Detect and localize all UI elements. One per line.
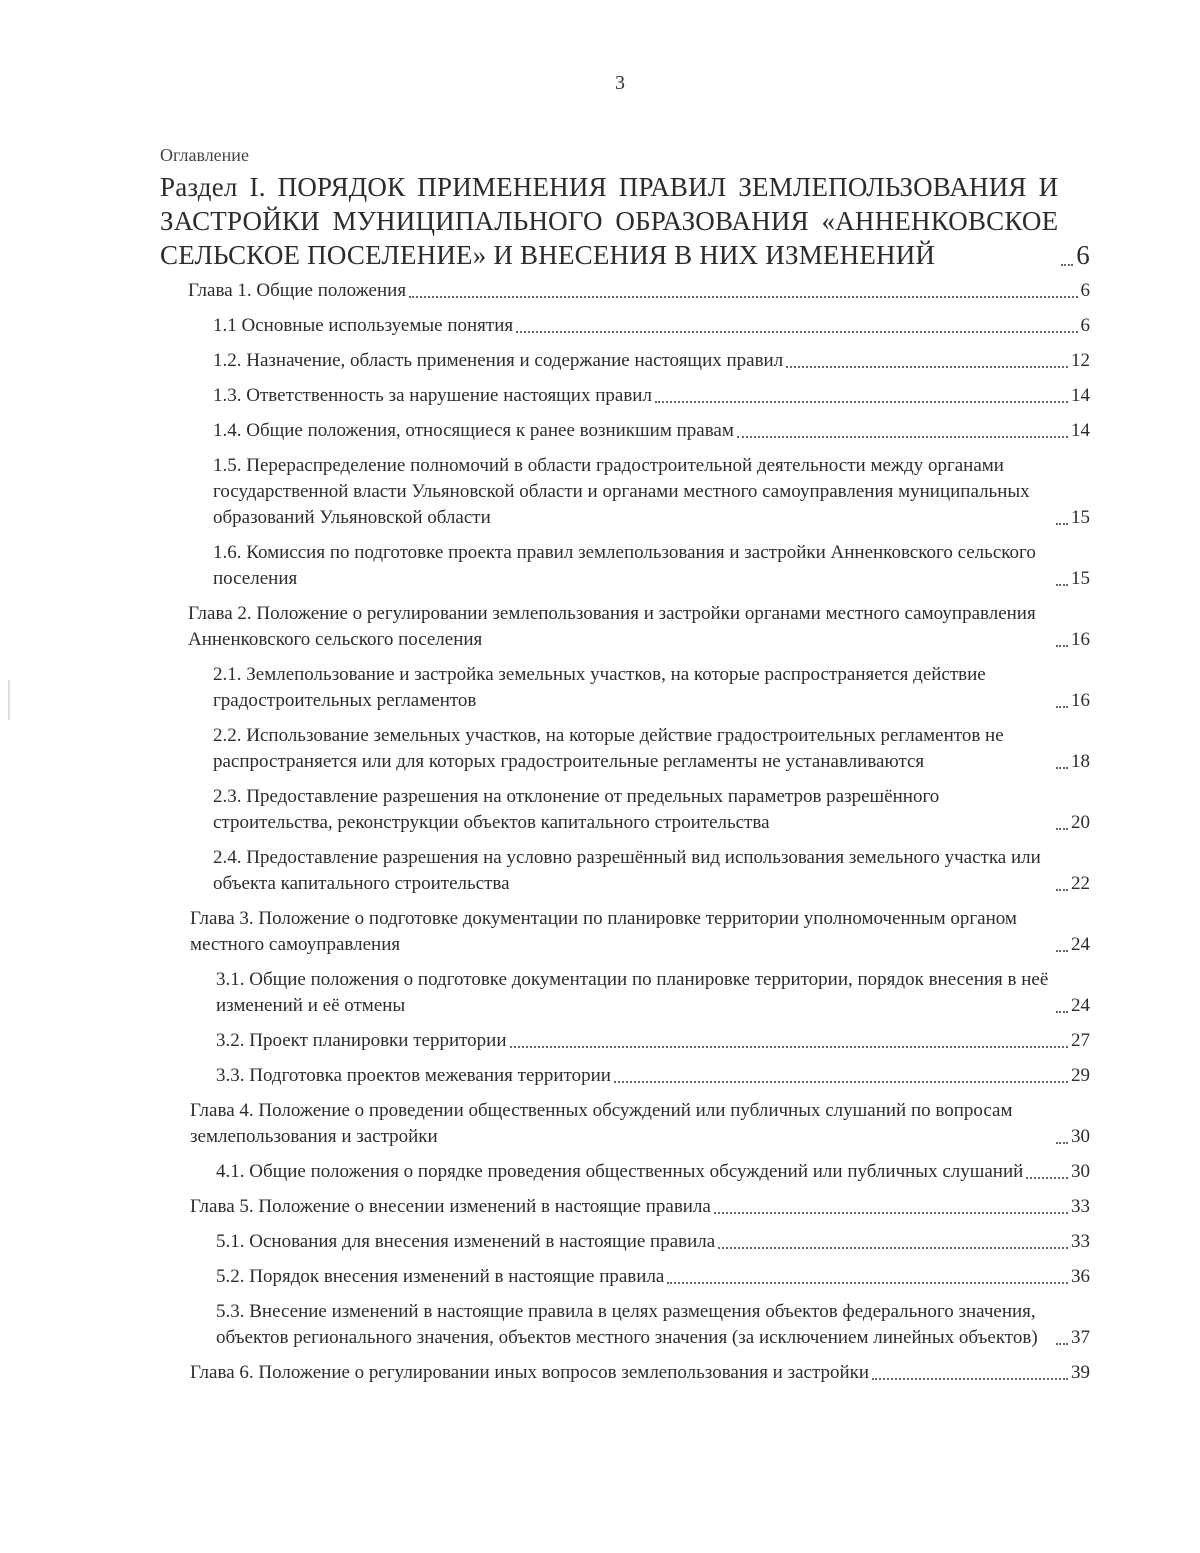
dot-leader [1056, 828, 1068, 830]
toc-entry-text: Глава 1. Общие положения [188, 280, 407, 301]
toc-item-1-5[interactable] [213, 453, 1090, 531]
toc-entry-text: 2.2. Использование земельных участков, на которые действие градостроительных регламентов не распространяется или для которых градостроительные регламенты не устанавливаются [213, 725, 1004, 772]
toc-entry-text: Раздел I. ПОРЯДОК ПРИМЕНЕНИЯ ПРАВИЛ ЗЕМЛЕПОЛЬЗОВАНИЯ И ЗАСТРОЙКИ МУНИЦИПАЛЬНОГО ОБРАЗОВАНИЯ «АННЕНКОВСКОЕ СЕЛЬСКОЕ ПОСЕЛЕНИЕ» И ВНЕСЕНИЯ В НИХ ИЗМЕНЕНИЙ [160, 172, 1059, 270]
toc-entry-page: 15 [1071, 507, 1090, 528]
toc-item-2-1[interactable] [213, 662, 1090, 714]
table-of-contents [160, 170, 1090, 1393]
toc-entry-text: 2.3. Предоставление разрешения на отклонение от предельных параметров разрешённого строительства, реконструкции объектов капитального строительства [213, 786, 940, 833]
toc-item-1-4[interactable] [213, 418, 1090, 444]
dot-leader [1056, 950, 1068, 952]
scan-artifact [8, 680, 10, 720]
dot-leader [409, 296, 1077, 298]
toc-entry-page: 15 [1071, 568, 1090, 589]
page-number: 3 [615, 72, 625, 94]
dot-leader [614, 1081, 1068, 1083]
toc-entry-page: 30 [1071, 1126, 1090, 1147]
dot-leader [1056, 584, 1068, 586]
toc-entry-page: 18 [1071, 751, 1090, 772]
toc-entry-page: 27 [1071, 1030, 1090, 1051]
dot-leader [1056, 1142, 1068, 1144]
toc-entry-text: 2.4. Предоставление разрешения на условно разрешённый вид использования земельного участка или объекта капитального строительства [213, 847, 1041, 894]
toc-entry-page: 16 [1071, 690, 1090, 711]
dot-leader [718, 1247, 1068, 1249]
toc-entry-text: 5.1. Основания для внесения изменений в настоящие правила [216, 1231, 716, 1252]
toc-chapter-6[interactable] [190, 1360, 1090, 1386]
toc-entry-page: 16 [1071, 629, 1090, 650]
toc-entry-page: 24 [1071, 934, 1090, 955]
toc-entry-page: 24 [1071, 995, 1090, 1016]
toc-entry-page: 12 [1071, 350, 1090, 371]
toc-chapter-2[interactable] [188, 601, 1090, 653]
dot-leader [1056, 767, 1068, 769]
dot-leader [1061, 264, 1073, 266]
toc-entry-page: 37 [1071, 1327, 1090, 1348]
dot-leader [714, 1212, 1068, 1214]
toc-item-1-6[interactable] [213, 540, 1090, 592]
toc-entry-text: Глава 2. Положение о регулировании землепользования и застройки органами местного самоуправления Анненковского сельского поселения [188, 603, 1036, 650]
toc-entry-text: Глава 3. Положение о подготовке документации по планировке территории уполномоченным органом местного самоуправления [190, 908, 1017, 955]
toc-entry-page: 33 [1071, 1231, 1090, 1252]
dot-leader [1056, 1343, 1068, 1345]
toc-entry-text: 5.2. Порядок внесения изменений в настоящие правила [216, 1266, 665, 1287]
dot-leader [1056, 523, 1068, 525]
toc-item-3-3[interactable] [216, 1063, 1090, 1089]
toc-entry-text: 1.1 Основные используемые понятия [213, 315, 514, 336]
dot-leader [872, 1378, 1068, 1380]
toc-entry-text: Глава 4. Положение о проведении общественных обсуждений или публичных слушаний по вопросам землепользования и застройки [190, 1100, 1013, 1147]
toc-entry-page: 6 [1080, 280, 1090, 301]
dot-leader [1026, 1177, 1068, 1179]
toc-entry-page: 22 [1071, 873, 1090, 894]
toc-chapter-1[interactable] [188, 278, 1090, 304]
toc-entry-page: 14 [1071, 420, 1090, 441]
toc-chapter-3[interactable] [190, 906, 1090, 958]
toc-entry-page: 30 [1071, 1161, 1090, 1182]
toc-entry-page: 39 [1071, 1362, 1090, 1383]
toc-entry-text: 3.1. Общие положения о подготовке документации по планировке территории, порядок внесения в неё изменений и её отмены [216, 969, 1049, 1016]
dot-leader [667, 1282, 1068, 1284]
toc-item-3-1[interactable] [216, 967, 1090, 1019]
toc-entry-text: 1.5. Перераспределение полномочий в области градостроительной деятельности между органами государственной власти Ульяновской области и органами местного самоуправления муниципальных образований Ульяновской области [213, 455, 1030, 528]
toc-entry-page: 36 [1071, 1266, 1090, 1287]
toc-chapter-5[interactable] [190, 1194, 1090, 1220]
dot-leader [1056, 645, 1068, 647]
toc-entry-text: 1.2. Назначение, область применения и содержание настоящих правил [213, 350, 784, 371]
dot-leader [510, 1046, 1068, 1048]
toc-entry-page: 14 [1071, 385, 1090, 406]
dot-leader [737, 436, 1068, 438]
toc-item-5-2[interactable] [216, 1264, 1090, 1290]
toc-item-5-1[interactable] [216, 1229, 1090, 1255]
toc-entry-text: Глава 5. Положение о внесении изменений в настоящие правила [190, 1196, 711, 1217]
toc-item-2-4[interactable] [213, 845, 1090, 897]
toc-entry-page: 6 [1080, 315, 1090, 336]
toc-item-3-2[interactable] [216, 1028, 1090, 1054]
toc-chapter-4[interactable] [190, 1098, 1090, 1150]
toc-entry-text: 1.4. Общие положения, относящиеся к ранее возникшим правам [213, 420, 734, 441]
dot-leader [1056, 706, 1068, 708]
toc-entry-text: 5.3. Внесение изменений в настоящие правила в целях размещения объектов федерального значения, объектов регионального значения, объектов местного значения (за исключением линейных объектов) [216, 1301, 1038, 1348]
toc-item-1-3[interactable] [213, 383, 1090, 409]
toc-entry-page: 6 [1076, 240, 1090, 270]
toc-section-1[interactable] [160, 170, 1090, 272]
toc-entry-page: 20 [1071, 812, 1090, 833]
dot-leader [655, 401, 1068, 403]
toc-item-5-3[interactable] [216, 1299, 1090, 1351]
toc-heading: Оглавление [160, 145, 249, 165]
dot-leader [786, 366, 1068, 368]
toc-entry-text: 3.2. Проект планировки территории [216, 1030, 507, 1051]
toc-item-2-2[interactable] [213, 723, 1090, 775]
dot-leader [1056, 1011, 1068, 1013]
toc-entry-text: 1.6. Комиссия по подготовке проекта правил землепользования и застройки Анненковского сельского поселения [213, 542, 1036, 589]
toc-item-2-3[interactable] [213, 784, 1090, 836]
toc-entry-text: 3.3. Подготовка проектов межевания территории [216, 1065, 611, 1086]
toc-entry-text: 1.3. Ответственность за нарушение настоящих правил [213, 385, 652, 406]
toc-entry-text: 2.1. Землепользование и застройка земельных участков, на которые распространяется действие градостроительных регламентов [213, 664, 986, 711]
toc-item-1-2[interactable] [213, 348, 1090, 374]
toc-entry-text: Глава 6. Положение о регулировании иных вопросов землепользования и застройки [190, 1362, 870, 1383]
dot-leader [516, 331, 1077, 333]
toc-item-4-1[interactable] [216, 1159, 1090, 1185]
dot-leader [1056, 889, 1068, 891]
toc-entry-page: 33 [1071, 1196, 1090, 1217]
toc-entry-text: 4.1. Общие положения о порядке проведения общественных обсуждений или публичных слушаний [216, 1161, 1024, 1182]
toc-entry-page: 29 [1071, 1065, 1090, 1086]
toc-item-1-1[interactable] [213, 313, 1090, 339]
